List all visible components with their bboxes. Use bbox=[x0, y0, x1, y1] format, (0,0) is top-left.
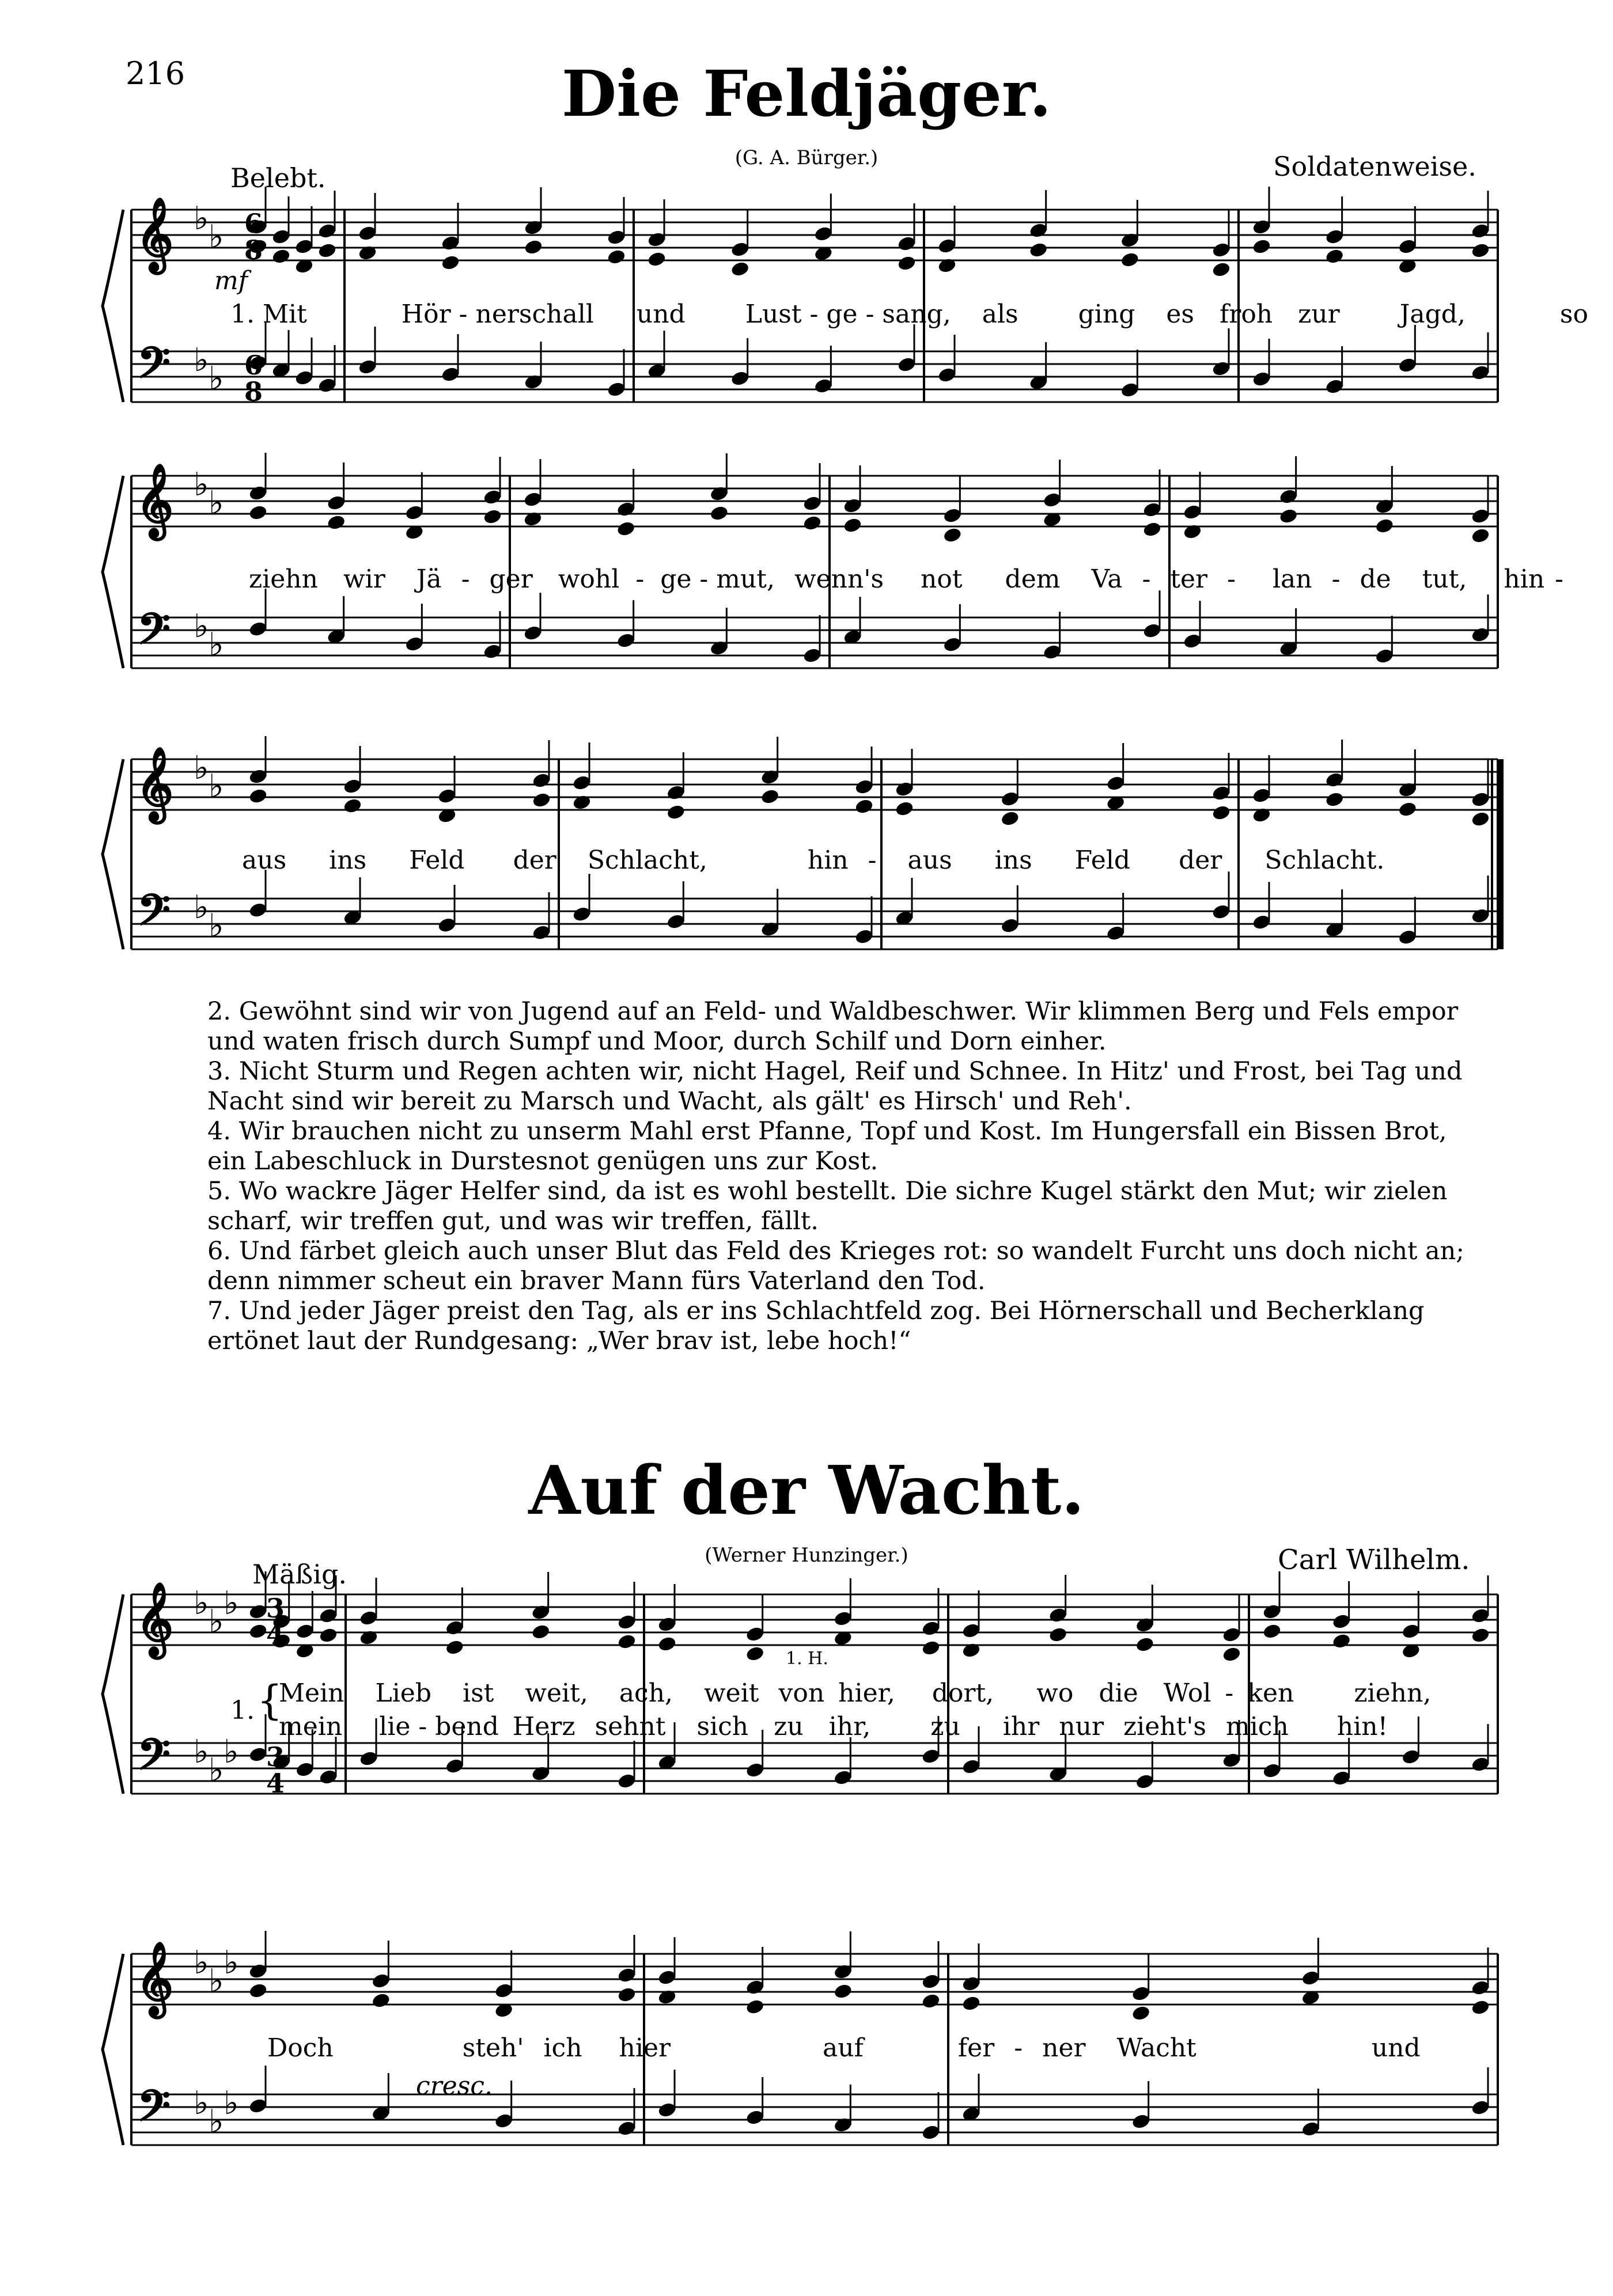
notehead bbox=[1375, 518, 1394, 534]
notehead bbox=[1471, 528, 1490, 544]
lyric-word: Schlacht. bbox=[1264, 846, 1385, 875]
lyric-word: zu bbox=[774, 1712, 804, 1741]
time-signature-top: 6 bbox=[244, 350, 263, 381]
time-signature-top: 3 bbox=[266, 1593, 285, 1624]
first-ending-marking: 1. H. bbox=[786, 1649, 828, 1669]
notehead bbox=[248, 505, 267, 521]
flat-sign: ♭ bbox=[209, 359, 224, 397]
brace bbox=[103, 759, 123, 949]
notehead bbox=[1211, 262, 1230, 278]
flat-sign: ♭ bbox=[209, 907, 224, 945]
lyric-word: ich bbox=[543, 2033, 582, 2063]
notehead bbox=[1120, 252, 1139, 268]
lyric-word: - bbox=[1555, 564, 1564, 594]
notehead bbox=[532, 792, 551, 808]
flat-sign: ♭ bbox=[224, 1943, 239, 1981]
notehead bbox=[1398, 801, 1417, 817]
notehead bbox=[271, 248, 290, 264]
verse-7: 7. Und jeder Jäger preist den Tag, als er ins Schlachtfeld zog. Bei Hörnerschall und Becherklang ertönet laut der Rundgesang: „Wer brav ist, lebe hoch!“ bbox=[207, 1297, 1425, 1355]
bass-clef: 𝄢 bbox=[137, 338, 171, 399]
time-signature-top: 6 bbox=[244, 208, 263, 239]
notehead bbox=[616, 521, 635, 537]
time-signature-bottom: 8 bbox=[244, 234, 263, 266]
notehead bbox=[1332, 1633, 1351, 1649]
lyric-word: sich bbox=[696, 1712, 749, 1741]
lyric-word: dem bbox=[1005, 564, 1061, 594]
lyric-word: wo bbox=[1036, 1679, 1074, 1708]
notehead bbox=[745, 1646, 764, 1662]
lyric-word: weit, bbox=[525, 1679, 588, 1708]
lyric-word: fer bbox=[957, 2033, 995, 2063]
notehead bbox=[921, 1993, 940, 2009]
treble-clef: 𝄞 bbox=[136, 196, 174, 271]
notehead bbox=[607, 249, 626, 265]
lyric-word: aus bbox=[242, 846, 287, 875]
flat-sign: ♭ bbox=[194, 749, 209, 787]
lyric-word: Lust - ge - sang, bbox=[745, 300, 951, 329]
notehead bbox=[1471, 1627, 1490, 1643]
lyric-word: not bbox=[921, 564, 963, 594]
notehead bbox=[1142, 521, 1161, 537]
notehead bbox=[248, 1623, 267, 1639]
lyric-word: Feld bbox=[1074, 846, 1131, 875]
lyric-word: Herz bbox=[512, 1712, 575, 1741]
lyric-word: sehnt bbox=[595, 1712, 666, 1741]
lyric-word: hin bbox=[807, 846, 849, 875]
lyric-word: Va bbox=[1091, 564, 1123, 594]
song1-tempo: Belebt. bbox=[230, 162, 326, 194]
notehead bbox=[710, 505, 729, 521]
notehead bbox=[617, 1987, 636, 2003]
notehead bbox=[1131, 2005, 1150, 2021]
notehead bbox=[531, 1624, 550, 1640]
lyric-word: ge - mut, bbox=[660, 564, 775, 594]
lyric-word: ins bbox=[994, 846, 1032, 875]
lyric-word: Jagd, bbox=[1399, 300, 1466, 329]
lyric-word: mein bbox=[279, 1712, 343, 1741]
flat-sign: ♭ bbox=[194, 199, 209, 237]
lyric-word: lie - bend bbox=[379, 1712, 499, 1741]
verse-4: 4. Wir brauchen nicht zu unserm Mahl erst Pfanne, Topf und Kost. Im Hungersfall ein Bissen Brot, ein Labeschluck in Durstesnot genügen uns zur Kost. bbox=[207, 1117, 1447, 1176]
notehead bbox=[327, 514, 346, 531]
lyric-word: von bbox=[778, 1679, 825, 1708]
lyric-word: ziehn, bbox=[1354, 1679, 1432, 1708]
lyric-word: mich bbox=[1226, 1712, 1289, 1741]
lyric-word: Wol bbox=[1163, 1679, 1211, 1708]
lyric-word: Schlacht, bbox=[587, 846, 707, 875]
lyric-word: auf bbox=[823, 2033, 864, 2063]
notehead bbox=[1211, 805, 1230, 821]
lyrics-line-1 bbox=[230, 300, 1588, 329]
notehead bbox=[745, 1999, 764, 2015]
notehead bbox=[843, 517, 862, 533]
lyric-word: und bbox=[1371, 2033, 1421, 2063]
notehead bbox=[524, 239, 543, 255]
treble-clef: 𝄞 bbox=[136, 463, 174, 537]
treble-clef: 𝄞 bbox=[136, 746, 174, 820]
verse-3: 3. Nicht Sturm und Regen achten wir, nicht Hagel, Reif und Schnee. In Hitz' und Frost, bei Tag und Nacht sind wir bereit zu Marsch und Wacht, als gält' es Hirsch' und Reh'. bbox=[207, 1057, 1463, 1116]
flat-sign: ♭ bbox=[209, 767, 224, 805]
lyric-word: Mein bbox=[279, 1679, 344, 1708]
lyric-word: die bbox=[1099, 1679, 1138, 1708]
notehead bbox=[1029, 242, 1048, 258]
notehead bbox=[1471, 243, 1490, 259]
lyric-word: wenn's bbox=[794, 564, 884, 594]
notehead bbox=[445, 1639, 464, 1655]
notehead bbox=[961, 1995, 980, 2011]
lyric-word: 1. Mit bbox=[230, 300, 307, 329]
notehead bbox=[943, 527, 962, 543]
notehead bbox=[1262, 1623, 1281, 1639]
lyric-word: der bbox=[1179, 846, 1222, 875]
flat-sign: ♭ bbox=[209, 1962, 224, 2000]
notehead bbox=[657, 1636, 676, 1652]
notehead bbox=[834, 1983, 853, 1999]
flat-sign: ♭ bbox=[194, 341, 209, 379]
flat-sign: ♭ bbox=[209, 1751, 224, 1789]
flat-sign: ♭ bbox=[194, 607, 209, 645]
flat-sign: ♭ bbox=[224, 2084, 239, 2122]
lyric-word: so bbox=[1559, 300, 1588, 329]
lyric-word: weit bbox=[704, 1679, 759, 1708]
lyrics-line-2 bbox=[249, 564, 1563, 594]
lyric-word: Wacht bbox=[1116, 2033, 1197, 2063]
song2-verse-number: 1. bbox=[230, 1696, 255, 1725]
lyric-word: wohl bbox=[558, 564, 620, 594]
brace bbox=[103, 476, 123, 668]
song1-style: Soldatenweise. bbox=[1273, 151, 1476, 182]
flat-sign: ♭ bbox=[209, 1602, 224, 1640]
lyric-word: ziehn bbox=[249, 564, 318, 594]
time-signature-top: 3 bbox=[266, 1741, 285, 1772]
lyric-word: Hör - nerschall bbox=[401, 300, 594, 329]
brace bbox=[103, 1594, 123, 1794]
notehead bbox=[248, 788, 267, 804]
lyric-word: dort, bbox=[932, 1679, 994, 1708]
verses-block bbox=[207, 997, 1486, 1356]
lyric-word: - bbox=[1225, 1679, 1234, 1708]
lyric-word: steh' bbox=[462, 2033, 524, 2063]
lyric-word: - bbox=[1227, 564, 1236, 594]
lyric-word: hier bbox=[619, 2033, 671, 2063]
treble-clef: 𝄞 bbox=[136, 1581, 174, 1655]
notehead bbox=[343, 798, 362, 814]
lyric-word: zieht's bbox=[1123, 1712, 1206, 1741]
notehead bbox=[1325, 791, 1344, 808]
time-signature-bottom: 4 bbox=[266, 1619, 285, 1650]
time-signature-bottom: 8 bbox=[244, 376, 263, 407]
flat-sign: ♭ bbox=[194, 465, 209, 503]
lyric-word: - bbox=[461, 564, 470, 594]
lyric-word: zur bbox=[1298, 300, 1340, 329]
lyric-word: ging bbox=[1078, 300, 1135, 329]
verse-5: 5. Wo wackre Jäger Helfer sind, da ist es wohl bestellt. Die sichre Kugel stärkt den Mut; wir zielen scharf, wir treffen gut, und was wir treffen, fällt. bbox=[207, 1177, 1448, 1236]
lyric-word: ist bbox=[463, 1679, 494, 1708]
lyric-word: tut, bbox=[1422, 564, 1467, 594]
lyric-word: aus bbox=[907, 846, 952, 875]
flat-sign: ♭ bbox=[209, 484, 224, 522]
notehead bbox=[1252, 238, 1271, 255]
lyric-word: - bbox=[635, 564, 645, 594]
lyric-word: es bbox=[1166, 300, 1194, 329]
bass-clef: 𝄢 bbox=[137, 1729, 171, 1790]
flat-sign: ♭ bbox=[194, 1584, 209, 1622]
lyric-word: nur bbox=[1059, 1712, 1104, 1741]
lyric-word: - bbox=[1142, 564, 1151, 594]
bass-clef: 𝄢 bbox=[137, 885, 171, 946]
notehead bbox=[319, 1627, 338, 1643]
treble-clef: 𝄞 bbox=[136, 1941, 174, 2015]
notehead bbox=[760, 789, 779, 805]
flat-sign: ♭ bbox=[224, 1584, 239, 1622]
page-number: 216 bbox=[126, 55, 185, 92]
song2-lyrics-line-1b bbox=[279, 1712, 1388, 1741]
notehead bbox=[317, 243, 336, 259]
notehead bbox=[647, 251, 666, 267]
song2-title: Auf der Wacht. bbox=[528, 1452, 1085, 1530]
brace bbox=[103, 210, 123, 402]
lyrics-line-3 bbox=[242, 846, 1384, 875]
lyric-word: hin! bbox=[1336, 1712, 1388, 1741]
flat-sign: ♭ bbox=[209, 2102, 224, 2140]
song2-tempo: Mäßig. bbox=[252, 1559, 347, 1590]
lyric-word: ins bbox=[329, 846, 367, 875]
lyric-word: froh bbox=[1220, 300, 1273, 329]
song2-dynamic: cresc. bbox=[416, 2071, 493, 2101]
flat-sign: ♭ bbox=[224, 1733, 239, 1771]
song2-lyrics-line-1a bbox=[279, 1679, 1431, 1708]
lyric-word: - bbox=[868, 846, 877, 875]
song2-composer: Carl Wilhelm. bbox=[1278, 1544, 1470, 1576]
song1-author: (G. A. Bürger.) bbox=[734, 146, 879, 169]
lyric-word: ken bbox=[1247, 1679, 1294, 1708]
lyric-word: hier, bbox=[838, 1679, 895, 1708]
notehead bbox=[1471, 1999, 1490, 2015]
notehead bbox=[372, 1992, 391, 2009]
lyric-word: de bbox=[1360, 564, 1391, 594]
notehead bbox=[895, 801, 914, 817]
brace bbox=[103, 1954, 123, 2145]
notehead bbox=[897, 255, 916, 271]
flat-sign: ♭ bbox=[194, 2084, 209, 2122]
notehead bbox=[854, 798, 873, 814]
lyric-word: wir bbox=[343, 564, 385, 594]
notehead bbox=[483, 509, 502, 525]
notehead bbox=[1471, 811, 1490, 827]
song1-dynamic: mf bbox=[214, 266, 248, 295]
notehead bbox=[1279, 508, 1298, 524]
lyric-word: Feld bbox=[409, 846, 465, 875]
lyric-word: - bbox=[1331, 564, 1341, 594]
notehead bbox=[667, 804, 686, 820]
lyric-word: ter bbox=[1170, 564, 1208, 594]
song2-lyrics-line-2 bbox=[267, 2033, 1421, 2063]
time-signature-bottom: 4 bbox=[266, 1768, 285, 1799]
lyric-word: Jä bbox=[416, 564, 442, 594]
notehead bbox=[1325, 248, 1344, 264]
flat-sign: ♭ bbox=[209, 626, 224, 664]
lyric-word: ach, bbox=[619, 1679, 673, 1708]
notehead bbox=[1135, 1636, 1154, 1653]
notehead bbox=[617, 1634, 636, 1650]
lyric-word: als bbox=[982, 300, 1018, 329]
verse-6: 6. Und färbet gleich auch unser Blut das Feld des Krieges rot: so wandelt Furcht uns doch nicht an; denn nimmer scheut ein braver Mann fürs Vaterland den Tod. bbox=[207, 1237, 1464, 1295]
notehead bbox=[1222, 1646, 1241, 1662]
notehead bbox=[1048, 1627, 1067, 1643]
flat-sign: ♭ bbox=[194, 1733, 209, 1771]
lyric-word: hin bbox=[1504, 564, 1545, 594]
verse-brace: { bbox=[257, 1677, 283, 1724]
lyric-word: der bbox=[513, 846, 556, 875]
lyric-word: - bbox=[1014, 2033, 1023, 2063]
lyric-word: ner bbox=[1042, 2033, 1086, 2063]
song2-author: (Werner Hunzinger.) bbox=[705, 1544, 908, 1567]
lyric-word: lan bbox=[1272, 564, 1312, 594]
flat-sign: ♭ bbox=[194, 888, 209, 926]
notehead bbox=[248, 1983, 267, 1999]
lyric-word: zu bbox=[930, 1712, 960, 1741]
notehead bbox=[921, 1640, 940, 1656]
lyric-word: Lieb bbox=[375, 1679, 432, 1708]
bass-clef: 𝄢 bbox=[137, 2081, 171, 2142]
notehead bbox=[1001, 810, 1020, 827]
flat-sign: ♭ bbox=[194, 1943, 209, 1981]
lyric-word: ihr bbox=[1002, 1712, 1040, 1741]
notehead bbox=[802, 515, 821, 531]
song1-title: Die Feldjäger. bbox=[561, 56, 1052, 131]
lyric-word: ihr, bbox=[828, 1712, 871, 1741]
notehead bbox=[441, 255, 460, 271]
lyric-word: ger bbox=[489, 564, 533, 594]
lyric-word: Doch bbox=[267, 2033, 334, 2063]
bass-clef: 𝄢 bbox=[137, 604, 171, 665]
notehead bbox=[730, 261, 749, 277]
verse-2: 2. Gewöhnt sind wir von Jugend auf an Feld- und Waldbeschwer. Wir klimmen Berg und Fels empor und waten frisch durch Sumpf und Moor, durch Schilf und Dorn einher. bbox=[207, 997, 1459, 1056]
lyric-word: und bbox=[636, 300, 686, 329]
flat-sign: ♭ bbox=[209, 218, 224, 256]
